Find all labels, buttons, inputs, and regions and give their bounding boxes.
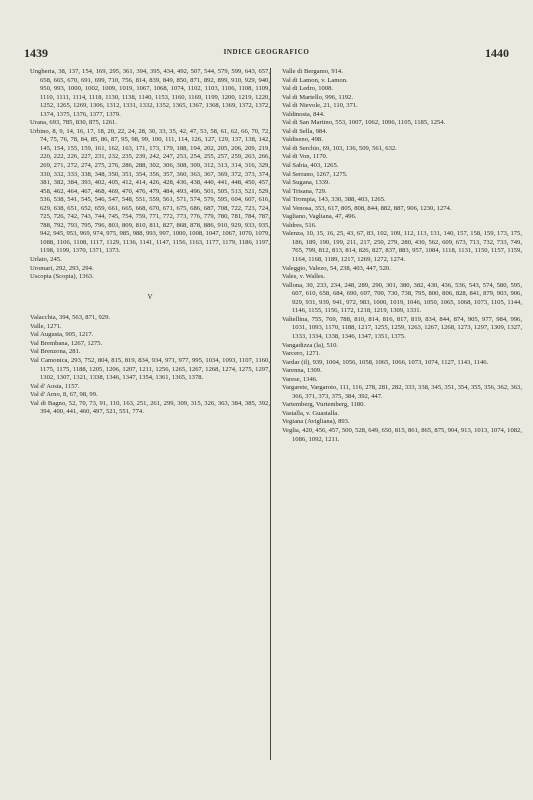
index-entry: Urlato, 245. [30, 256, 62, 264]
index-entry: Vagliano, Vagliana, 47, 496. [282, 213, 357, 221]
index-entry: Vardar (il), 939, 1004, 1056, 1058, 1065, 1066, 1073, 1074, 1127, 1143, 1146. [282, 358, 489, 366]
running-title: INDICE GEOGRAFICO [223, 48, 310, 56]
index-entry: Val Camonica, 293, 752, 804, 815, 819, 834, 934, 971, 977, 995, 1034, 1093, 1107, 1160, 1175, 1175, 1188, 1205, 1206, 1207, 1211, 1256, 1265, 1267, 1268, 1274, 1275, 1297, 1302, 1307, 1321, 1338, 1346, 1347, 1354, 1361, 1365, 1378. [30, 356, 270, 382]
index-entry: Uscopia (Scopia), 1363. [30, 273, 94, 281]
index-entry: Valenza, 10, 15, 16, 25, 43, 67, 83, 102, 109, 112, 113, 131, 140, 157, 158, 159, 173, 175, 186, 189, 190, 199, 211, 217, 250, 279, 280, 430, 562, 609, 673, 713, 732, 733, 749, 765, 799, 812, 813, 814, 826, 827, 837, 883, 957, 1084, 1118, 1131, 1150, 1157, 1159, 1164, 1168, 1189, 1217, 1269, 1272, 1274. [282, 230, 522, 264]
index-entry: Val Serrano, 1267, 1275. [282, 170, 348, 178]
index-entry: Val di Nievole, 21, 110, 371. [282, 102, 358, 110]
index-entry: Valtellina, 755, 769, 788, 810, 814, 816, 817, 819, 834, 844, 874, 905, 977, 984, 996, 1031, 1093, 1170, 1188, 1217, 1255, 1259, 1263, 1267, 1268, 1273, 1297, 1309, 1327, 1333, 1334, 1338, 1346, 1347, 1351, 1375. [282, 315, 522, 340]
index-entry: Val di Martello, 996, 1192. [282, 93, 353, 101]
index-entry: Val di Bagno, 52, 70, 73, 91, 110, 163, 251, 261, 299, 309, 315, 326, 363, 384, 385, 392, 394, 400, 441, 460, 497, 521, 551, 774. [30, 399, 270, 416]
index-entry: Varenna, 1309. [282, 367, 322, 375]
page-header [24, 46, 509, 62]
index-entry: Val di Sella, 984. [282, 127, 328, 135]
index-entry: Val Trisana, 729. [282, 187, 327, 195]
index-entry: Valdiseno, 498. [282, 136, 323, 144]
index-entry: Val di Ledro, 1008. [282, 85, 334, 93]
column-divider [270, 68, 271, 760]
index-entry: Vangadizza (la), 510. [282, 341, 339, 349]
index-entry: Val Augusta, 905, 1217. [30, 331, 94, 339]
index-entry: Val d' Arno, 8, 67, 98, 99. [30, 391, 98, 399]
index-entry: Val d' Aosta, 1157. [30, 382, 80, 390]
index-entry: Val Brenzona, 281. [30, 348, 81, 356]
index-entry: Vales, v. Walles. [282, 273, 326, 281]
index-entry: Urana, 693, 785, 830, 875, 1261. [30, 119, 117, 127]
index-entry: Val di Von, 1170. [282, 153, 328, 161]
page-number-right: 1440 [485, 46, 509, 60]
index-column-left [30, 68, 270, 417]
index-entry: Val Venosa, 353, 617, 805, 808, 844, 882, 887, 906, 1230, 1274. [282, 204, 452, 212]
index-entry: Vastalla, v. Guastalla. [282, 409, 339, 417]
index-entry: Valeggio, Valezo, 54, 238, 403, 447, 520. [282, 264, 391, 272]
index-entry: Valle, 1271. [30, 322, 62, 330]
index-entry: Varcero, 1271. [282, 350, 321, 358]
index-entry: Val di San Martino, 553, 1007, 1062, 1096, 1105, 1185, 1254. [282, 119, 446, 127]
index-entry: Val di Lamon, v. Lamon. [282, 76, 348, 84]
index-entry: Vallona, 30, 233, 234, 248, 289, 290, 301, 380, 382, 430, 436, 536, 543, 574, 580, 595, 607, 610, 658, 684, 690, 697, 700, 730, 738, 795, 800, 806, 828, 841, 879, 903, 906, 929, 931, 939, 941, 972, 983, 1000, 1019, 1046, 1050, 1065, 1068, 1073, 1105, 1144, 1146, 1155, 1156, 1172, 1218, 1219, 1309, 1331. [282, 281, 522, 315]
index-entry: Valdres, 516. [282, 221, 317, 229]
index-entry: Val Trompia, 143, 330, 388, 403, 1265. [282, 196, 386, 204]
index-entry: Valdinosta, 844. [282, 110, 325, 118]
index-entry: Ungheria, 38, 137, 154, 169, 295, 361, 394, 395, 434, 492, 507, 544, 579, 599, 643, 657, 658, 665, 670, 691, 699, 710, 756, 814, 839, 849, 850, 871, 892, 899, 910, 929, 940, 950, 993, 1000, 1002, 1009, 1019, 1067, 1068, 1074, 1102, 1103, 1106, 1108, 1109, 1110, 1111, 1114, 1118, 1130, 1138, 1140, 1153, 1160, 1169, 1199, 1200, 1219, 1220, 1252, 1265, 1269, 1306, 1312, 1331, 1332, 1352, 1365, 1367, 1368, 1369, 1372, 1372, 1374, 1375, 1376, 1377, 1379. [30, 68, 270, 118]
index-entry: Val di Serchio, 69, 103, 136, 509, 561, 632. [282, 144, 397, 152]
index-entry: Valle di Bergamo, 914. [282, 68, 343, 75]
index-entry: Val Brembana, 1267, 1275. [30, 339, 103, 347]
section-letter: V [147, 292, 153, 301]
page-number-left: 1439 [24, 46, 48, 60]
index-entry: Valacchia, 394, 563, 871, 929. [30, 314, 111, 322]
index-entry: Urbino, 8, 9, 14, 16, 17, 18, 20, 22, 24, 28, 30, 33, 35, 42, 47, 53, 58, 61, 62, 66, 70, 72, 74, 75, 76, 78, 84, 85, 86, 87, 95, 98, 99, 100, 111, 114, 126, 127, 129, 137, 138, 142, 145, 154, 155, 159, 161, 162, 163, 171, 173, 179, 188, 194, 202, 205, 206, 209, 219, 220, 222, 226, 227, 231, 232, 235, 239, 242, 247, 253, 254, 255, 257, 259, 263, 266, 269, 271, 272, 274, 275, 276, 286, 288, 302, 306, 308, 309, 312, 313, 314, 316, 329, 330, 332, 333, 338, 348, 350, 351, 354, 356, 357, 360, 363, 367, 369, 372, 373, 374, 381, 382, 384, 393, 402, 405, 412, 414, 426, 428, 436, 438, 440, 441, 448, 450, 457, 458, 462, 464, 467, 468, 469, 470, 476, 479, 484, 493, 496, 501, 505, 513, 521, 529, 536, 538, 541, 545, 546, 547, 548, 551, 559, 561, 571, 574, 579, 595, 604, 607, 616, 629, 638, 651, 652, 659, 661, 665, 668, 670, 671, 675, 686, 687, 708, 722, 723, 724, 725, 726, 742, 743, 744, 745, 754, 759, 771, 772, 773, 776, 779, 780, 781, 784, 787, 788, 792, 793, 795, 796, 803, 809, 810, 811, 827, 868, 878, 886, 910, 929, 933, 935, 942, 945, 953, 969, 974, 975, 985, 988, 993, 997, 1000, 1008, 1047, 1067, 1070, 1079, 1088, 1106, 1108, 1117, 1129, 1136, 1141, 1147, 1156, 1163, 1177, 1179, 1186, 1197, 1198, 1199, 1370, 1371, 1373. [30, 127, 270, 255]
index-entry: Vartemberg, Vurtemberg, 1180. [282, 401, 366, 409]
index-entry: Vegiana (Avigliana), 893. [282, 418, 350, 426]
index-entry: Vargarete, Vargaroto, 111, 116, 278, 281, 282, 333, 338, 345, 351, 354, 355, 356, 362, 363, 366, 371, 373, 375, 384, 392, 447. [282, 384, 522, 400]
index-entry: Veglia, 420, 456, 457, 500, 528, 649, 650, 815, 861, 865, 875, 904, 913, 1013, 1074, 1082, 1086, 1092, 1211. [282, 426, 522, 443]
index-entry: Val Sugana, 1339. [282, 179, 330, 187]
index-entry: Varese, 1346. [282, 375, 318, 383]
index-entry: Val Sabia, 403, 1265. [282, 162, 339, 170]
index-column-right [282, 68, 522, 444]
index-entry: Uromari, 292, 293, 294. [30, 264, 94, 272]
